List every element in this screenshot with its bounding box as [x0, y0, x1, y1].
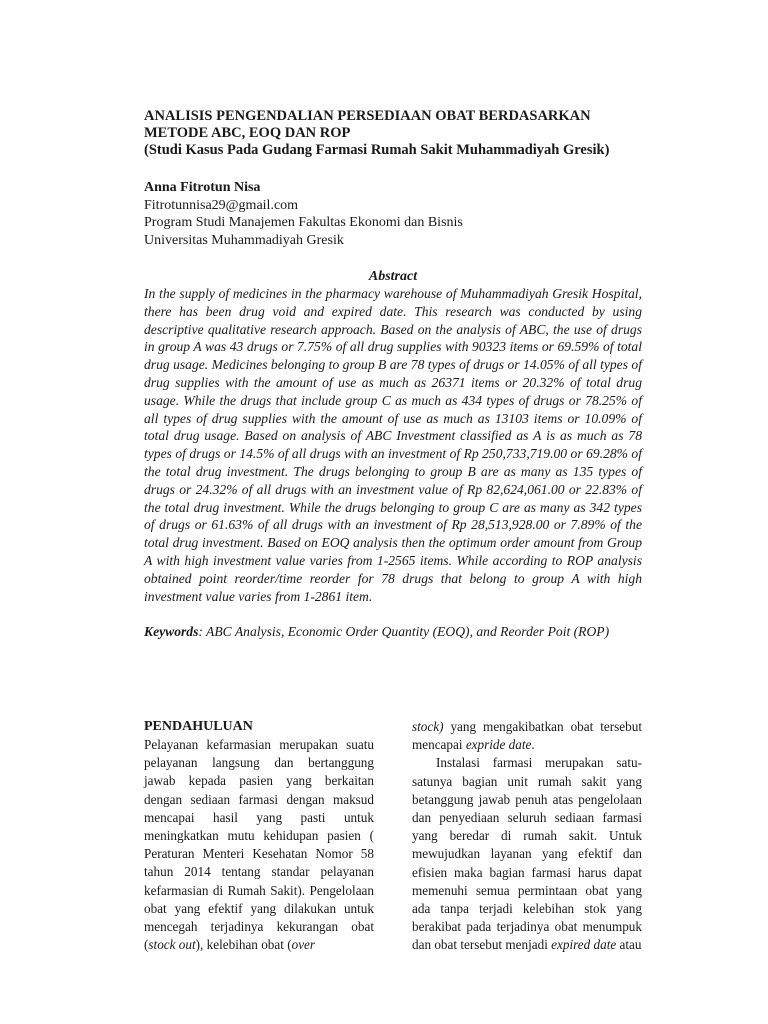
left-paragraph [144, 736, 374, 954]
paper-subtitle: (Studi Kasus Pada Gudang Farmasi Rumah Sakit Muhammadiyah Gresik) [144, 142, 610, 158]
right-paragraph-1 [412, 718, 642, 754]
right-column [412, 718, 642, 955]
right-italic-2: expride date [465, 737, 532, 753]
paper-title-line-1: ANALISIS PENGENDALIAN PERSEDIAAN OBAT BERDASARKAN [144, 108, 591, 124]
right-italic-3: expired date [551, 937, 617, 953]
abstract-heading: Abstract [368, 269, 418, 284]
paper-title-line-2: METODE ABC, EOQ DAN ROP [144, 125, 351, 141]
author-program: Program Studi Manajemen Fakultas Ekonomi dan Bisnis [144, 215, 463, 230]
paper-page [144, 108, 642, 953]
right-text-c: Instalasi farmasi merupakan satu-satunya bagian unit rumah sakit yang betanggung jawab penuh atas pengelolaan dan penyediaan seluruh sediaan farmasi yang beredar di rumah sakit. Untuk mewujudkan layanan yang efektif dan efisien maka bagian farmasi harus dapat memenuhi semua permintaan obat yang ada tanpa terjadi kelebihan stok yang berakibat pada terjadinya obat menumpuk dan obat tersebut menjadi [412, 755, 642, 953]
right-text-b: . [531, 737, 535, 753]
author-block [144, 179, 642, 249]
section-heading: PENDAHULUAN [144, 719, 253, 734]
author-university: Universitas Muhammadiyah Gresik [144, 232, 344, 248]
abstract-text: In the supply of medicines in the pharmacy warehouse of Muhammadiyah Gresik Hospital, there has been drug void and expired date. This research was conducted by using descriptive qualitative research approach. Based on the analysis of ABC, the use of drugs in group A was 43 drugs or 7.75% of all drug supplies with 90323 items or 69.59% of total drug usage. Medicines belonging to group B are 78 types of drugs or 14.05% of all types of drug supplies with the amount of use as much as 26371 items or 20.32% of total drug usage. While the drugs that include group C as much as 434 types of drugs or 78.25% of all types of drug supplies with the amount of use as much as 13103 items or 10.09% of total drug usage. Based on analysis of ABC Investment classified as A is as much as 78 types of drugs or 14.5% of all drugs with an investment of Rp 250,733,719.00 or 69.28% of the total drug investment. The drugs belonging to group B are as many as 135 types of drugs or 24.32% of all drugs with an investment value of Rp 82,624,061.00 or 22.83% of the total drug investment. While the drugs belonging to group C are as many as 342 types of drugs or 61.63% of all drugs with an investment of Rp 28,513,928.00 or 7.89% of the total drug investment. Based on EOQ analysis then the optimum order amount from Group A with high investment value varies from 1-2565 items. While according to ROP analysis obtained point reorder/time reorder for 78 drugs that belong to group A with high investment value varies from 1-2861 item. [144, 286, 642, 604]
left-text-b: ), kelebihan obat ( [195, 937, 292, 953]
keywords-line [144, 623, 642, 641]
keywords-text: : ABC Analysis, Economic Order Quantity (EOQ), and Reorder Poit (ROP) [198, 624, 610, 640]
right-italic-1: stock) [412, 719, 444, 734]
right-text-d: atau [616, 937, 642, 953]
body-columns [144, 718, 642, 955]
left-italic-1: stock out [148, 937, 196, 953]
left-italic-2: over [291, 937, 316, 953]
right-text-a: yang mengakibatkan obat tersebut mencapai [412, 719, 642, 753]
left-text-a: Pelayanan kefarmasian merupakan suatu pelayanan langsung dan bertanggung jawab kepada pasien yang berkaitan dengan sediaan farmasi dengan maksud mencapai hasil yang pasti untuk meningkatkan mutu kehidupan pasien ( Peraturan Menteri Kesehatan Nomor 58 tahun 2014 tentang standar pelayanan kefarmasian di Rumah Sakit). Pengelolaan obat yang efektif yang dilakukan untuk mencegah terjadinya kekurangan obat ( [144, 737, 374, 953]
right-paragraph-2 [412, 754, 642, 954]
author-name: Anna Fitrotun Nisa [144, 180, 261, 195]
left-column [144, 718, 374, 955]
author-email: Fitrotunnisa29@gmail.com [144, 197, 299, 213]
keywords-label: Keywords [144, 624, 199, 640]
